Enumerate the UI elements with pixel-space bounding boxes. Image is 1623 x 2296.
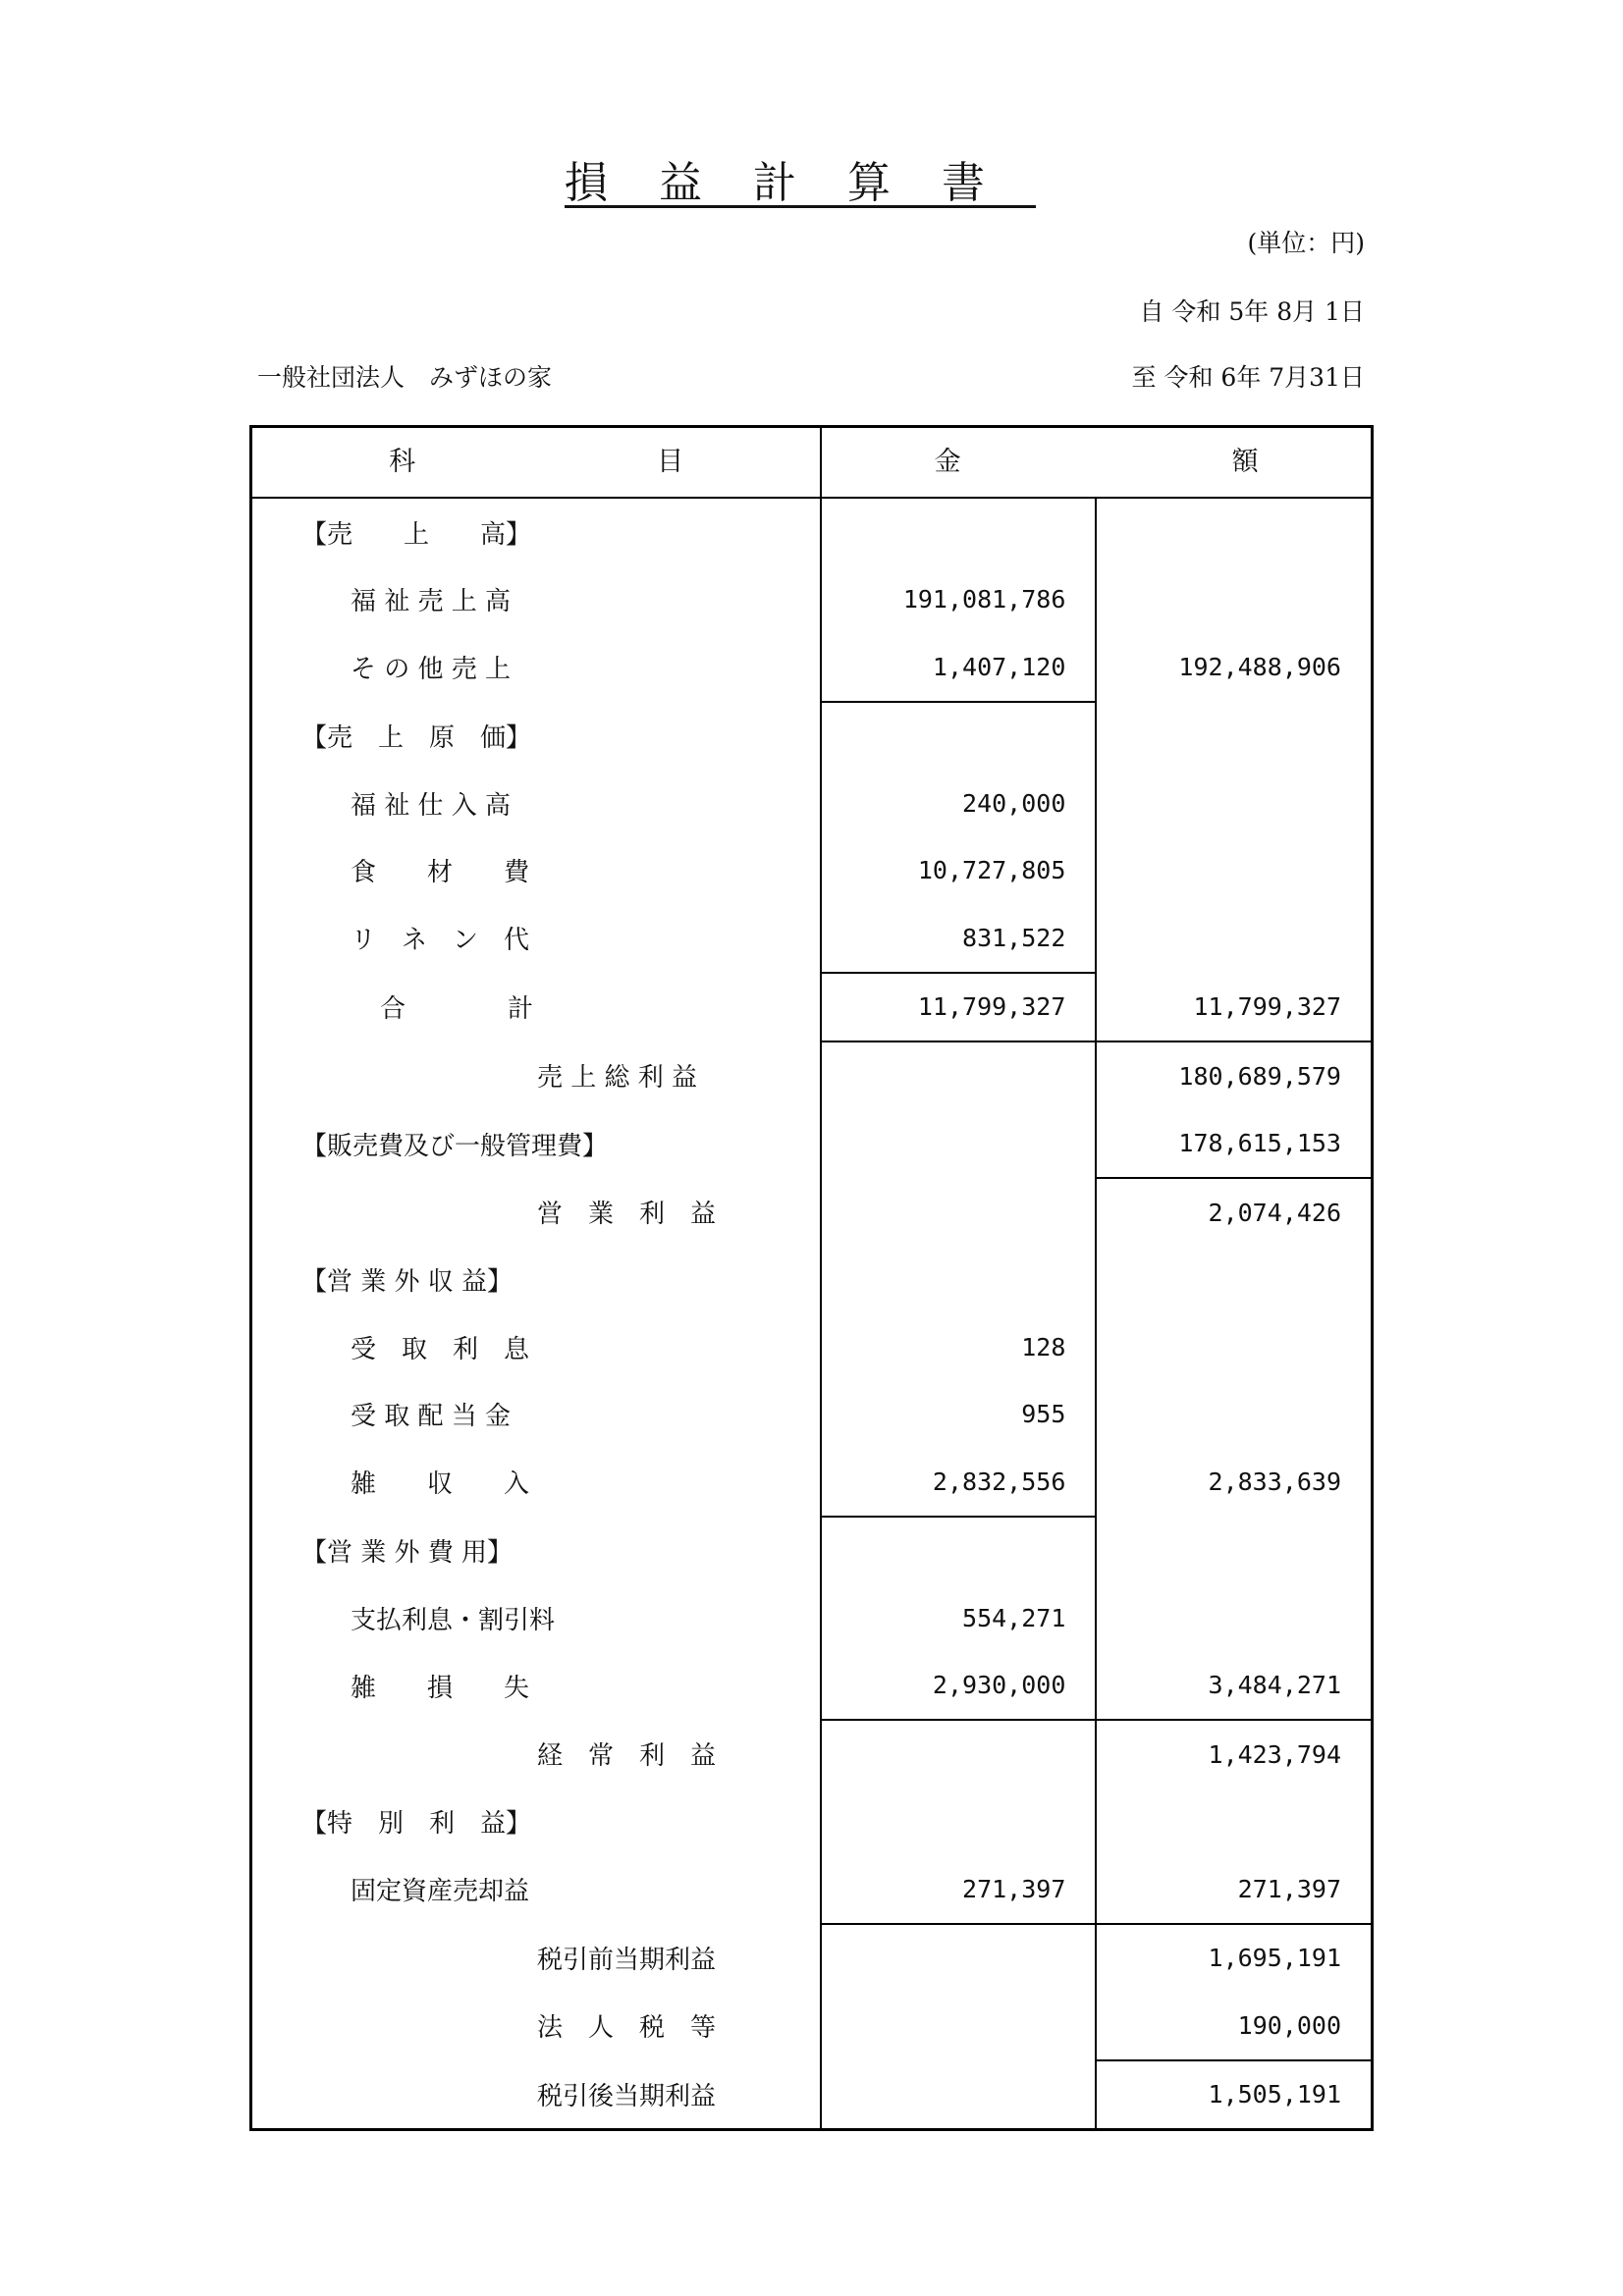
table-row — [251, 1110, 1373, 1179]
row-label: リ ネ ン 代 — [351, 926, 530, 956]
amount-detail: 955 — [821, 1381, 1096, 1449]
row-label: 受 取 利 息 — [351, 1334, 530, 1364]
amount-detail — [821, 1517, 1096, 1585]
amount-total — [1096, 1313, 1372, 1381]
table-row — [251, 837, 1373, 905]
unit-label: (単位：円) — [1247, 229, 1365, 257]
amount-detail — [821, 702, 1096, 771]
row-label: 雑 損 失 — [351, 1673, 530, 1703]
amount-detail: 11,799,327 — [821, 973, 1096, 1042]
row-label: 【営 業 外 費 用】 — [301, 1537, 514, 1568]
row-label: 固定資産売却益 — [351, 1877, 530, 1907]
row-label: 雑 収 入 — [351, 1469, 530, 1500]
amount-total: 11,799,327 — [1096, 973, 1372, 1042]
header-amount: 金 額 — [821, 427, 1372, 499]
table-row — [251, 1178, 1373, 1247]
amount-detail — [821, 1720, 1096, 1789]
row-label: 福 祉 売 上 高 — [351, 587, 512, 617]
table-row — [251, 702, 1373, 771]
amount-total: 1,505,191 — [1096, 2060, 1372, 2130]
amount-total: 271,397 — [1096, 1855, 1372, 1924]
period-from: 自 令和 5年 8月 1日 — [1139, 297, 1365, 326]
amount-detail: 240,000 — [821, 770, 1096, 837]
row-label: 法 人 税 等 — [537, 2013, 717, 2044]
row-label: 【売 上 高】 — [301, 519, 532, 550]
amount-detail: 831,522 — [821, 904, 1096, 973]
amount-detail — [821, 498, 1096, 566]
table-row — [251, 1313, 1373, 1381]
amount-detail — [821, 1247, 1096, 1314]
table-row — [251, 1855, 1373, 1924]
document-title: 損益計算書 — [565, 158, 1036, 208]
amount-detail — [821, 1041, 1096, 1110]
table-row — [251, 2060, 1373, 2130]
table-row — [251, 566, 1373, 634]
table-row — [251, 1789, 1373, 1856]
row-label: 【売 上 原 価】 — [301, 722, 532, 753]
amount-detail: 554,271 — [821, 1584, 1096, 1652]
amount-total — [1096, 1584, 1372, 1652]
table-row — [251, 1584, 1373, 1652]
row-label: 【営 業 外 収 益】 — [301, 1267, 514, 1298]
table-row — [251, 770, 1373, 837]
amount-detail: 2,930,000 — [821, 1652, 1096, 1721]
row-label: 税引後当期利益 — [537, 2081, 717, 2111]
amount-detail — [821, 2060, 1096, 2130]
amount-total: 3,484,271 — [1096, 1652, 1372, 1721]
amount-total: 178,615,153 — [1096, 1110, 1372, 1179]
amount-detail: 10,727,805 — [821, 837, 1096, 905]
period-to: 至 令和 6年 7月31日 — [1131, 363, 1365, 392]
amount-total: 1,695,191 — [1096, 1924, 1372, 1993]
row-label: 受 取 配 当 金 — [351, 1402, 512, 1432]
amount-total — [1096, 498, 1372, 566]
row-label: そ の 他 売 上 — [351, 655, 512, 685]
table-row — [251, 1448, 1373, 1517]
row-label: 営 業 利 益 — [537, 1200, 717, 1230]
row-label: 福 祉 仕 入 高 — [351, 790, 512, 821]
amount-total — [1096, 1381, 1372, 1449]
amount-detail — [821, 1924, 1096, 1993]
amount-total — [1096, 770, 1372, 837]
amount-detail: 271,397 — [821, 1855, 1096, 1924]
amount-detail — [821, 1178, 1096, 1247]
income-statement-table — [249, 425, 1374, 2131]
amount-detail: 1,407,120 — [821, 633, 1096, 702]
amount-total: 2,074,426 — [1096, 1178, 1372, 1247]
row-label: 支払利息・割引料 — [351, 1605, 556, 1635]
table-row — [251, 1247, 1373, 1314]
amount-detail: 191,081,786 — [821, 566, 1096, 634]
table-row — [251, 904, 1373, 973]
row-label: 【販売費及び一般管理費】 — [301, 1131, 609, 1161]
amount-total: 180,689,579 — [1096, 1041, 1372, 1110]
amount-total: 190,000 — [1096, 1992, 1372, 2060]
table-row — [251, 1924, 1373, 1993]
row-label: 経 常 利 益 — [537, 1741, 717, 1772]
row-label: 税引前当期利益 — [537, 1945, 717, 1975]
amount-total — [1096, 904, 1372, 973]
table-row — [251, 633, 1373, 702]
table-row — [251, 1381, 1373, 1449]
table-row — [251, 1652, 1373, 1721]
amount-detail — [821, 1992, 1096, 2060]
table-row — [251, 1992, 1373, 2060]
amount-total — [1096, 837, 1372, 905]
table-row — [251, 973, 1373, 1042]
table-row — [251, 498, 1373, 566]
table-header-row — [251, 427, 1373, 499]
amount-total — [1096, 1517, 1372, 1585]
amount-total: 2,833,639 — [1096, 1448, 1372, 1517]
row-label: 食 材 費 — [351, 858, 530, 888]
row-label: 【特 別 利 益】 — [301, 1809, 532, 1840]
table-row — [251, 1041, 1373, 1110]
amount-detail — [821, 1110, 1096, 1179]
amount-detail: 2,832,556 — [821, 1448, 1096, 1517]
table-row — [251, 1720, 1373, 1789]
header-item: 科 目 — [251, 427, 822, 499]
amount-total — [1096, 1789, 1372, 1856]
amount-total: 1,423,794 — [1096, 1720, 1372, 1789]
amount-total — [1096, 566, 1372, 634]
amount-total — [1096, 1247, 1372, 1314]
table-row — [251, 1517, 1373, 1585]
amount-total: 192,488,906 — [1096, 633, 1372, 702]
row-label: 売 上 総 利 益 — [537, 1063, 698, 1094]
amount-detail — [821, 1789, 1096, 1856]
amount-detail: 128 — [821, 1313, 1096, 1381]
organization-name: 一般社団法人 みずほの家 — [257, 363, 553, 392]
row-label: 合 計 — [380, 994, 534, 1025]
amount-total — [1096, 702, 1372, 771]
